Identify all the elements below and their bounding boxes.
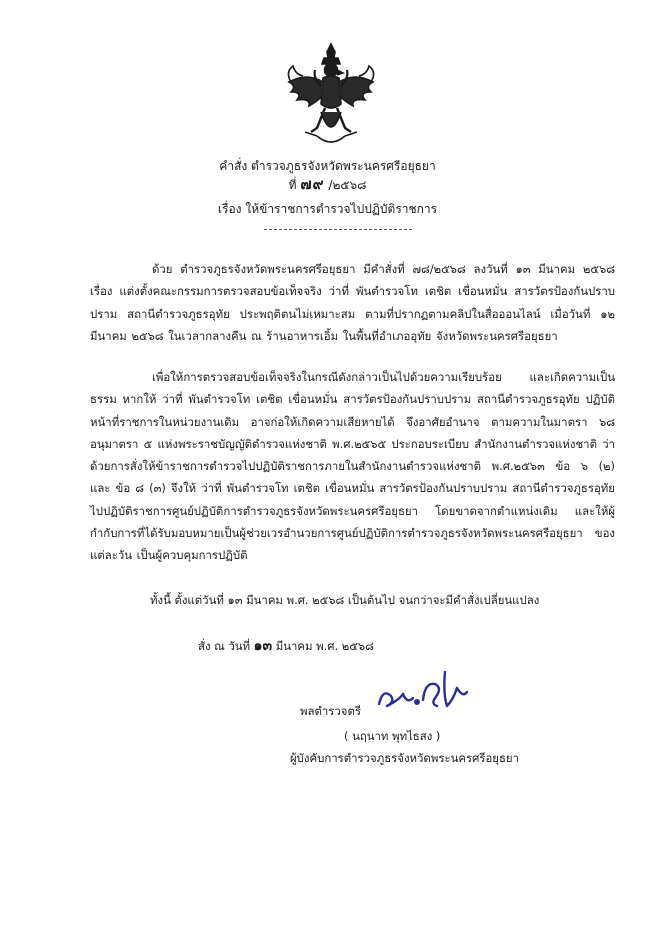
- paragraph-1: ด้วย ตำรวจภูธรจังหวัดพระนครศรีอยุธยา มีคำสั่งที่ ๗๘/๒๕๖๘ ลงวันที่ ๑๓ มีนาคม ๒๕๖๘ เรื่อง แต่งตั้งคณะกรรมการตรวจสอบข้อเท็จจริง ว่าที่ พันตำรวจโท เตชิต เขื่อนหมั่น สารวัตรป้องกันปราบปราม สถานีตำรวจภูธรอุทัย ประพฤติตนไม่เหมาะสม ตามที่ปรากฏตามคลิปในสื่อออนไลน์ เมื่อวันที่ ๑๒ มีนาคม ๒๕๖๘ ในเวลากลางคืน ณ ร้านอาหารเอิ้ม ในพื้นที่อำเภออุทัย จังหวัดพระนครศรีอยุธยา: [90, 262, 615, 343]
- signer-rank: พลตำรวจตรี: [300, 704, 361, 718]
- order-subject-line: [0, 201, 655, 217]
- signer-name: ( นฤนาท พุทไธสง ): [344, 729, 441, 743]
- garuda-emblem-icon: [283, 42, 379, 150]
- ordered-prefix: สั่ง ณ วันที่: [198, 639, 251, 653]
- ordered-day-handwritten: ๑๓: [253, 638, 273, 654]
- subject-text: ให้ข้าราชการตำรวจไปปฏิบัติราชการ: [245, 202, 438, 216]
- order-number-handwritten: ๗๙: [300, 175, 325, 193]
- order-number-suffix: /๒๕๖๘: [328, 178, 367, 192]
- ordered-suffix: มีนาคม พ.ศ. ๒๕๖๘: [275, 639, 374, 653]
- header-divider: [264, 229, 412, 230]
- ordered-date-line: [198, 638, 374, 654]
- order-number-line: [0, 176, 655, 193]
- handwritten-signature: [373, 664, 473, 716]
- order-issuer: คำสั่ง ตำรวจภูธรจังหวัดพระนครศรีอยุธยา: [219, 159, 436, 173]
- paragraph-2: เพื่อให้การตรวจสอบข้อเท็จจริงในกรณีดังกล่าวเป็นไปด้วยความเรียบร้อย และเกิดความเป็นธรรม หากให้ ว่าที่ พันตำรวจโท เตชิต เขื่อนหมั่น สารวัตรป้องกันปราบปราม สถานีตำรวจภูธรอุทัย ปฏิบัติหน้าที่ราชการในหน่วยงานเดิม อาจก่อให้เกิดความเสียหายได้ จึงอาศัยอำนาจ ตามความในมาตรา ๖๘ อนุมาตรา ๕ แห่งพระราชบัญญัติตำรวจแห่งชาติ พ.ศ.๒๕๖๕ ประกอบระเบียบ สำนักงานตำรวจแห่งชาติ ว่าด้วยการสั่งให้ข้าราชการตำรวจไปปฏิบัติราชการภายในสำนักงานตำรวจแห่งชาติ พ.ศ.๒๕๖๓ ข้อ ๖ (๒) และ ข้อ ๘ (๓) จึงให้ ว่าที่ พันตำรวจโท เตชิต เขื่อนหมั่น สารวัตรป้องกันปราบปราม สถานีตำรวจภูธรอุทัย ไปปฏิบัติราชการศูนย์ปฏิบัติการตำรวจภูธรจังหวัดพระนครศรีอยุธยา โดยขาดจากตำแหน่งเดิม และให้ผู้กำกับการที่ได้รับมอบหมายเป็นผู้ช่วยเวรอำนวยการศูนย์ปฏิบัติการตำรวจภูธรจังหวัดพระนครศรีอยุธยา ของแต่ละวัน เป็นผู้ควบคุมการปฏิบัติ: [90, 370, 615, 563]
- effective-date-line: ทั้งนี้ ตั้งแต่วันที่ ๑๓ มีนาคม พ.ศ. ๒๕๖๘ เป็นต้นไป จนกว่าจะมีคำสั่งเปลี่ยนแปลง: [150, 593, 540, 607]
- order-number-prefix: ที่: [288, 178, 297, 192]
- signer-position: ผู้บังคับการตำรวจภูธรจังหวัดพระนครศรีอยุธยา: [290, 751, 519, 765]
- subject-label: เรื่อง: [217, 202, 242, 216]
